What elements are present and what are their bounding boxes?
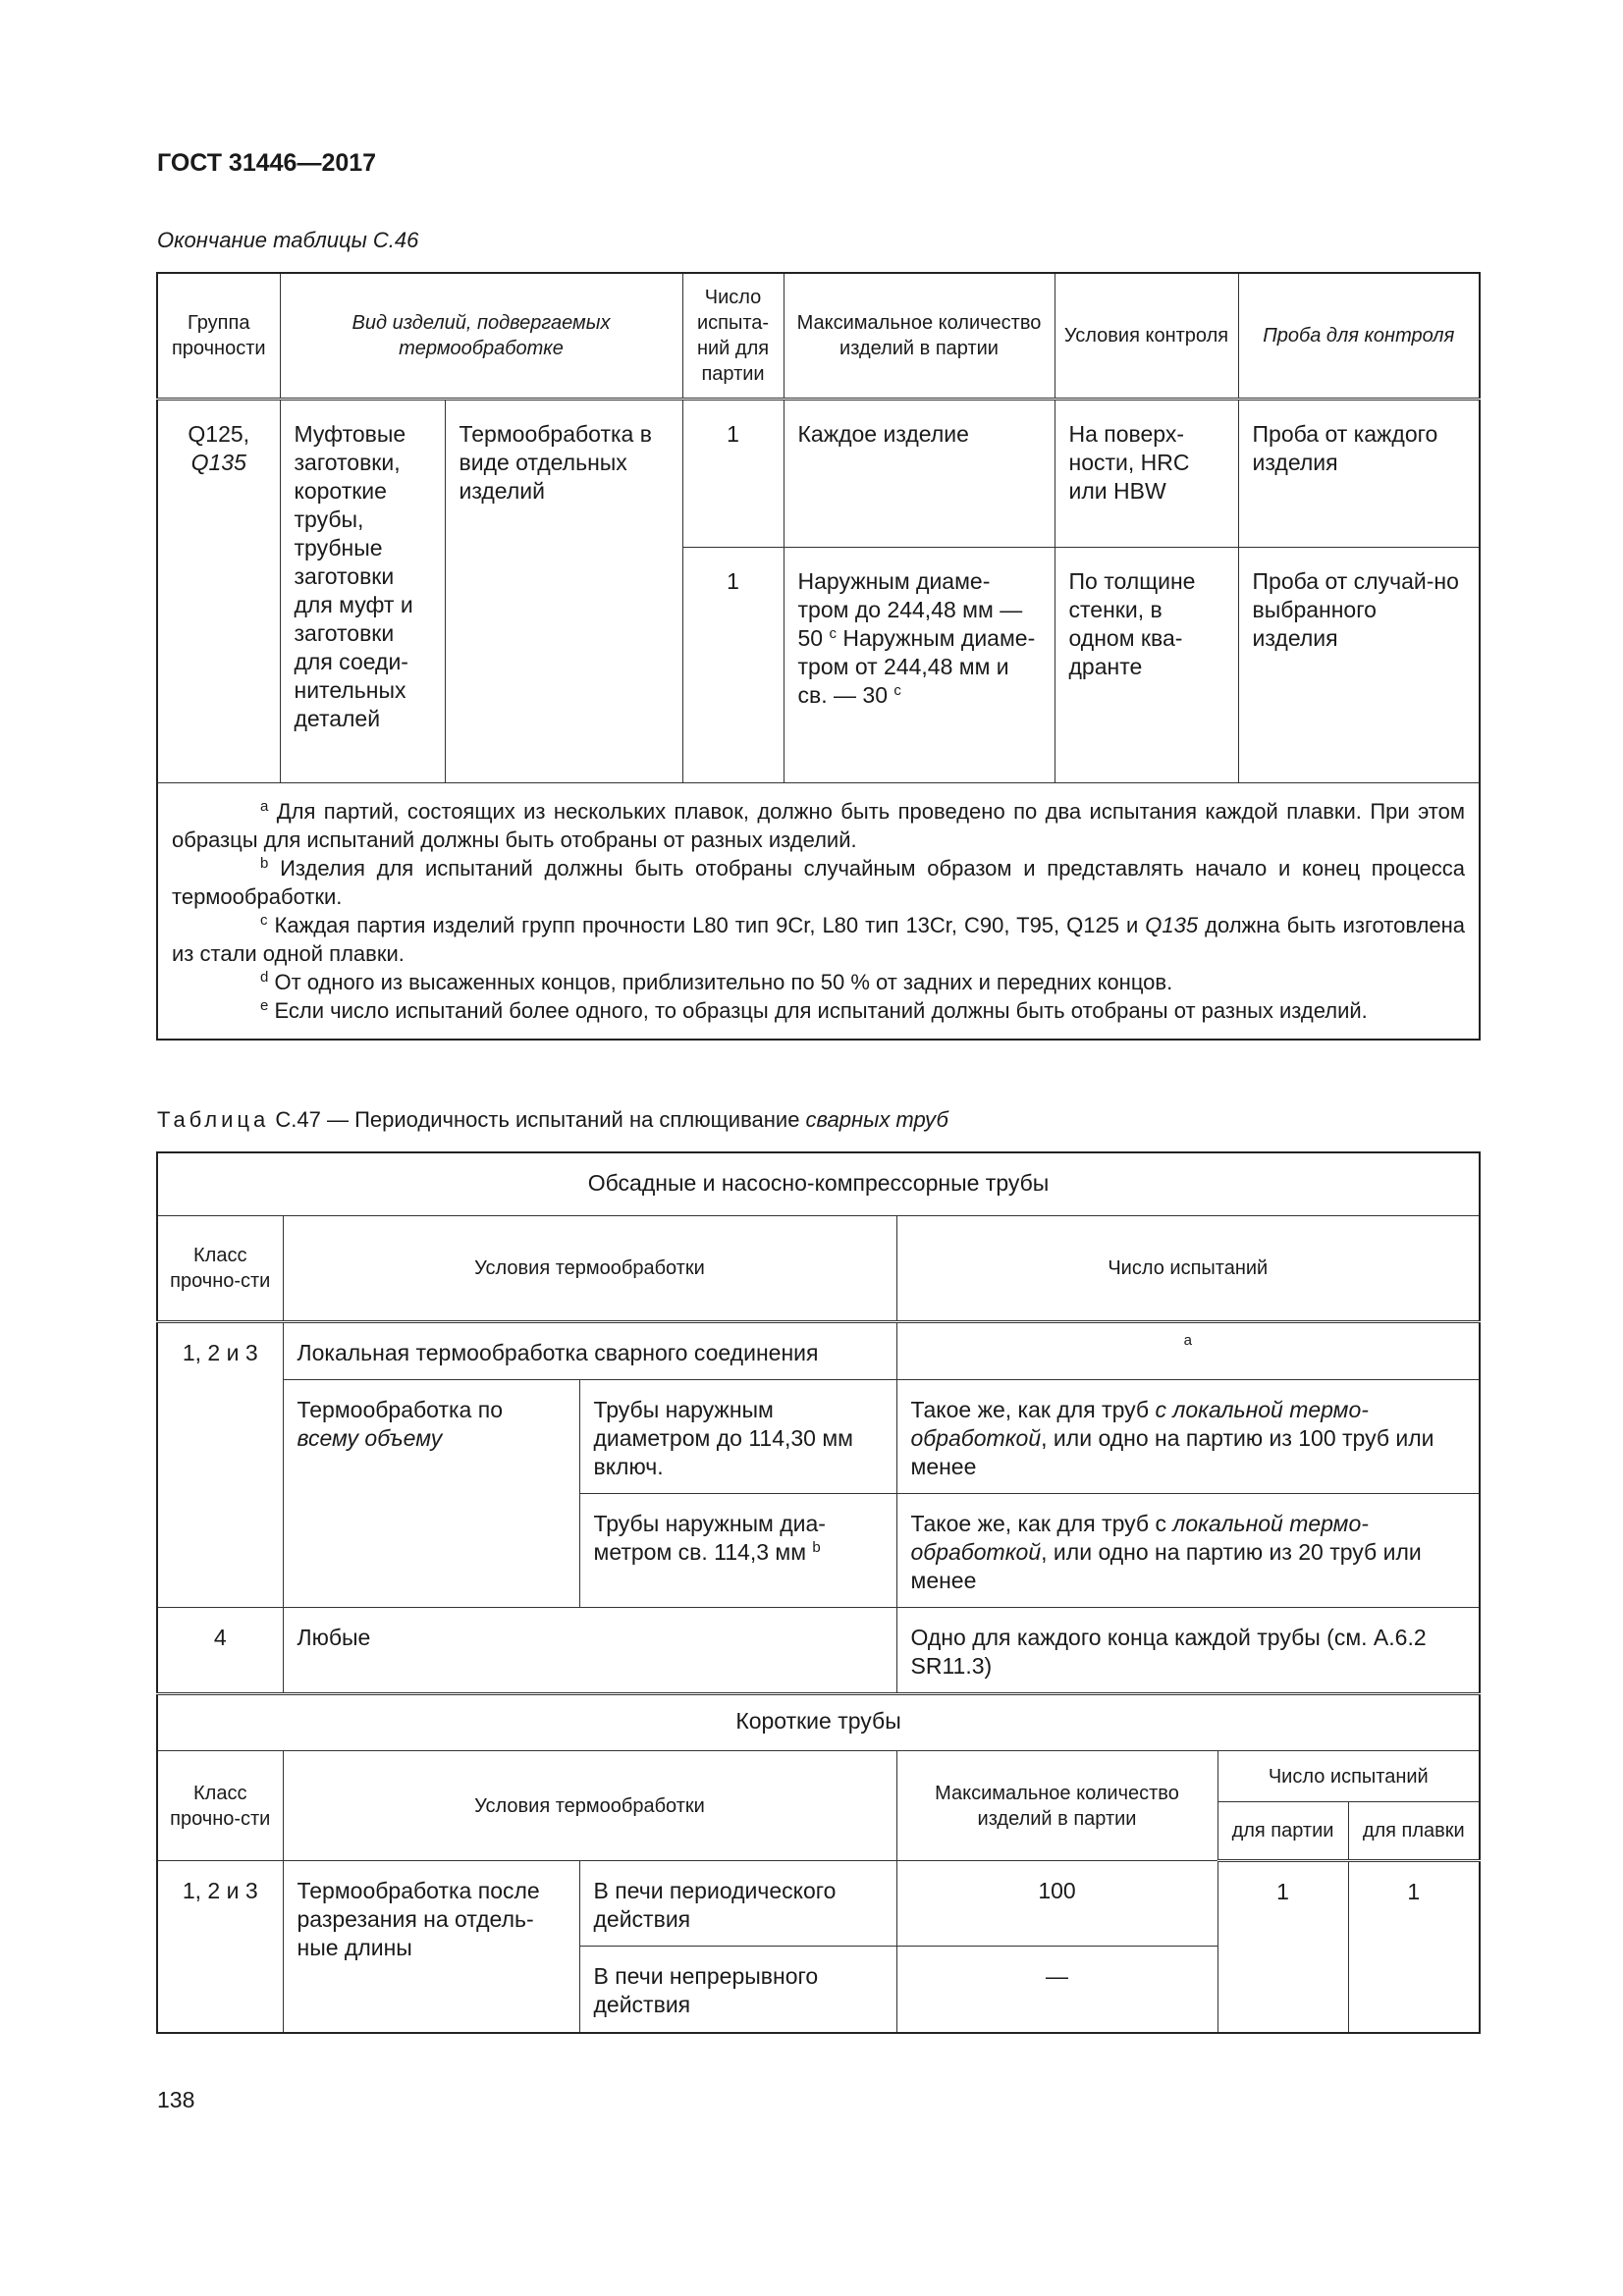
- header-heat-treatment-conditions: Условия термообработки: [283, 1751, 896, 1861]
- header-strength-class: Класс прочно-сти: [157, 1216, 283, 1322]
- caption-label: Таблица: [157, 1107, 270, 1132]
- max-quantity-line-1: Наружным диаме-тром до 244,48 мм — 50: [797, 567, 1023, 651]
- footnote-e: [172, 996, 1465, 1025]
- caption-text-italic: сварных труб: [805, 1107, 948, 1132]
- cell-tests-count-1: 1: [682, 399, 784, 547]
- header-max-quantity: Максимальное количество изделий в партии: [784, 273, 1055, 399]
- footnote-mark: d: [260, 968, 269, 986]
- header-control-sample: Проба для контроля: [1238, 273, 1480, 399]
- header-per-lot: для партии: [1217, 1802, 1348, 1861]
- footnote-ref-b: b: [812, 1539, 821, 1556]
- footnote-text: Для партий, состоящих из нескольких плавок, должно быть проведено по два испытания каждой плавки. При этом образцы для испытаний должны быть отобраны от разных изделий.: [172, 798, 1465, 852]
- section-title-casing-tubing: Обсадные и насосно-компрессорные трубы: [157, 1152, 1480, 1216]
- table-caption-c47: [157, 1107, 948, 1133]
- cell-treatment-kind: Термообработка в виде отдельных изделий: [445, 399, 682, 782]
- strength-group-q135: Q135: [190, 449, 246, 475]
- cell-strength-class: 1, 2 и 3: [157, 1861, 283, 2033]
- footnote-c: [172, 911, 1465, 968]
- cell-pipe-diameter-over: [579, 1494, 896, 1608]
- cell-text: Термообработка по: [297, 1397, 503, 1422]
- header-heat-treatment-conditions: Условия термообработки: [283, 1216, 896, 1322]
- cell-strength-class-4: 4: [157, 1608, 283, 1694]
- footnote-text-italic: Q135: [1145, 912, 1199, 937]
- footnote-text: должна быть изготовлена из стали одной плавки.: [172, 912, 1465, 966]
- cell-full-body-treatment: [283, 1380, 579, 1608]
- cell-text-italic: всему объему: [297, 1425, 443, 1451]
- cell-text: , или одно на партию из 100 труб или менее: [910, 1425, 1434, 1479]
- footnote-mark: a: [260, 797, 269, 815]
- cell-text-italic: локальной термо-обработкой: [910, 1511, 1369, 1565]
- table-caption-continuation: Окончание таблицы С.46: [157, 228, 419, 252]
- header-tests-per-lot: Число испыта-ний для партии: [682, 273, 784, 399]
- cell-pipe-diameter-up-to: Трубы наружным диаметром до 114,30 мм включ.: [579, 1380, 896, 1494]
- cell-batch-furnace: В печи периодического действия: [579, 1861, 896, 1947]
- cell-text-italic: с локальной термо-обработкой: [910, 1397, 1369, 1451]
- footnote-mark: b: [260, 854, 269, 872]
- footnote-ref-c: c: [893, 681, 901, 699]
- strength-group-q125: Q125,: [188, 420, 250, 447]
- footnote-text: От одного из высаженных концов, приблизительно по 50 % от задних и передних концов.: [274, 969, 1173, 994]
- cell-any-conditions: Любые: [283, 1608, 896, 1694]
- cell-tests-count-2: 1: [682, 547, 784, 782]
- cell-tests-large-pipes: [896, 1494, 1480, 1608]
- cell-product-kind: Муфтовые заготовки, короткие трубы, трубные заготовки для муфт и заготовки для соеди-нительных деталей: [280, 399, 445, 782]
- cell-text: Трубы наружным диа-метром св. 114,3 мм: [593, 1511, 826, 1565]
- footnote-text: Каждая партия изделий групп прочности L80 тип 9Cr, L80 тип 13Cr, C90, T95, Q125 и: [274, 912, 1146, 937]
- cell-treatment-after-cutting: Термообработка после разрезания на отдель-ные длины: [283, 1861, 579, 2033]
- cell-continuous-furnace: В печи непрерывного действия: [579, 1947, 896, 2033]
- section-title-short-pipes: Короткие трубы: [157, 1694, 1480, 1751]
- header-product-kind: Вид изделий, подвергаемых термообработке: [280, 273, 682, 399]
- cell-text: , или одно на партию из 20 труб или менее: [910, 1539, 1422, 1593]
- footnote-mark: c: [260, 911, 268, 929]
- header-number-of-tests: Число испытаний: [1217, 1751, 1480, 1802]
- caption-text: С.47 — Периодичность испытаний на сплющивание: [269, 1107, 806, 1132]
- cell-max-quantity-1: Каждое изделие: [784, 399, 1055, 547]
- cell-max-quantity-2: [784, 547, 1055, 782]
- footnote-ref-c: c: [829, 624, 837, 642]
- footnote-b: [172, 854, 1465, 911]
- cell-control-conditions-2: По толщине стенки, в одном ква-дранте: [1055, 547, 1238, 782]
- footnote-text: Если число испытаний более одного, то образцы для испытаний должны быть отобраны от разных изделий.: [274, 997, 1368, 1023]
- page-number: 138: [157, 2087, 195, 2112]
- header-strength-class: Класс прочно-сти: [157, 1751, 283, 1861]
- cell-control-conditions-1: На поверх-ности, HRC или HBW: [1055, 399, 1238, 547]
- header-max-quantity: Максимальное количество изделий в партии: [896, 1751, 1217, 1861]
- cell-local-heat-treatment: Локальная термообработка сварного соединения: [283, 1322, 896, 1380]
- max-quantity-line-2: Наружным диаме-тром от 244,48 мм и св. — 30: [797, 624, 1036, 708]
- table-c47: [156, 1151, 1481, 2034]
- table-footnotes: [157, 782, 1480, 1040]
- cell-max-quantity: 100: [896, 1861, 1217, 1947]
- document-code: ГОСТ 31446—2017: [157, 149, 377, 177]
- cell-control-sample-1: Проба от каждого изделия: [1238, 399, 1480, 547]
- footnote-a: [172, 797, 1465, 854]
- header-per-heat: для плавки: [1348, 1802, 1480, 1861]
- cell-tests-per-lot: 1: [1217, 1861, 1348, 2033]
- cell-text: Такое же, как для труб с: [910, 1511, 1173, 1536]
- cell-control-sample-2: Проба от случай-но выбранного изделия: [1238, 547, 1480, 782]
- cell-text: Такое же, как для труб: [910, 1397, 1156, 1422]
- header-number-of-tests: Число испытаний: [896, 1216, 1480, 1322]
- header-strength-group: Группа прочности: [157, 273, 280, 399]
- footnote-text: Изделия для испытаний должны быть отобраны случайным образом и представлять начало и конец процесса термообработки.: [172, 855, 1466, 909]
- cell-max-quantity-dash: —: [896, 1947, 1217, 2033]
- footnote-d: [172, 968, 1465, 996]
- cell-tests-per-heat: 1: [1348, 1861, 1480, 2033]
- cell-tests-each-end: Одно для каждого конца каждой трубы (см. А.6.2 SR11.3): [896, 1608, 1480, 1694]
- cell-strength-group: [157, 399, 280, 782]
- cell-strength-class: 1, 2 и 3: [157, 1322, 283, 1608]
- cell-tests-small-pipes: [896, 1380, 1480, 1494]
- header-control-conditions: Условия контроля: [1055, 273, 1238, 399]
- cell-tests-footnote: [896, 1322, 1480, 1380]
- table-c46: [156, 272, 1481, 1041]
- footnote-ref-a: a: [1183, 1332, 1192, 1349]
- footnote-mark: e: [260, 996, 269, 1014]
